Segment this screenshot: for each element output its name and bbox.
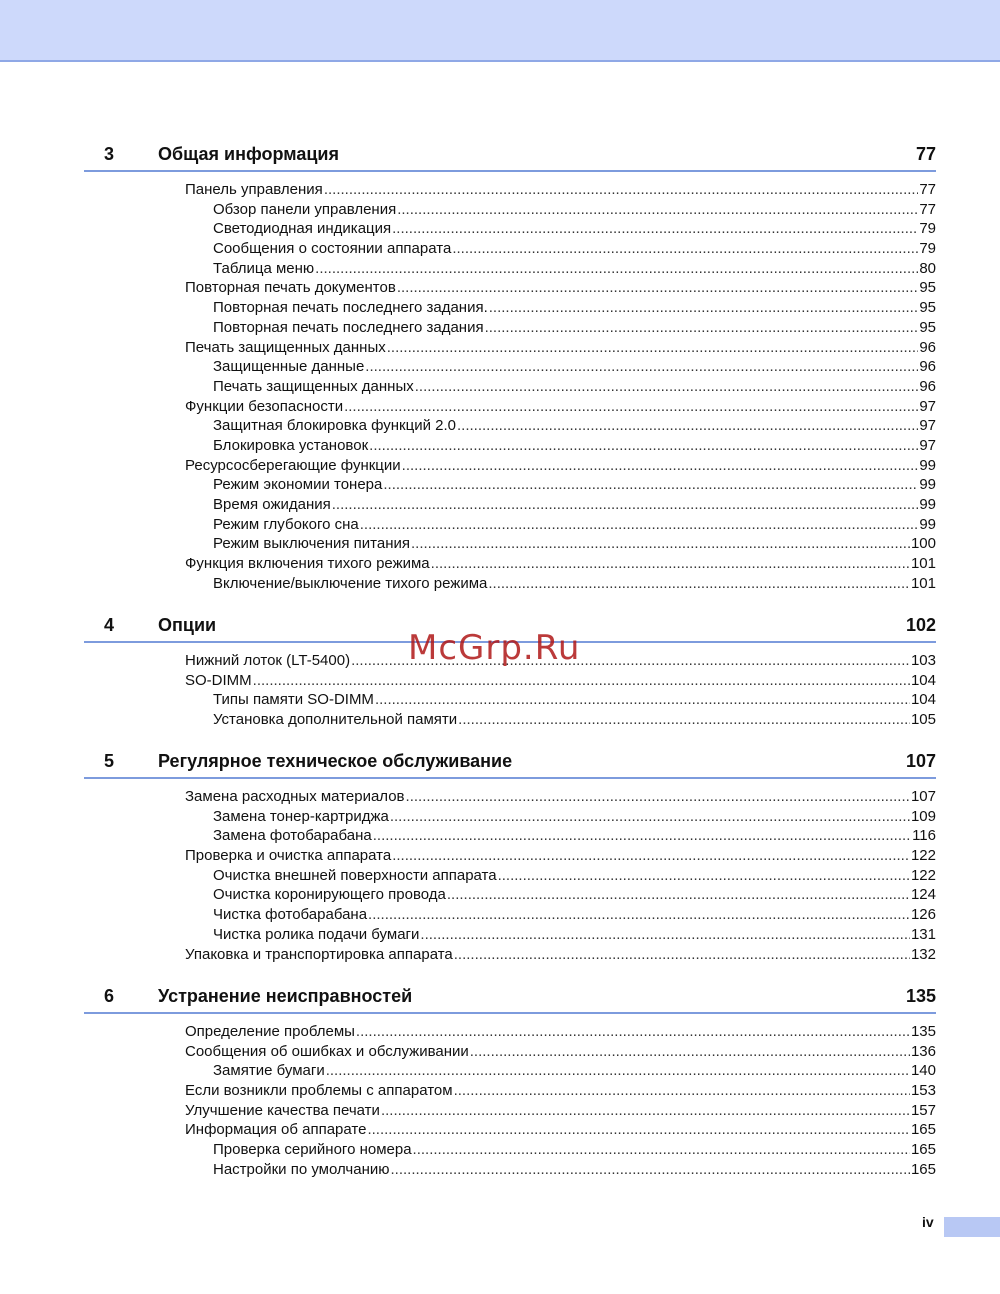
toc-entry[interactable]	[84, 1140, 936, 1160]
page-tab	[944, 1217, 1000, 1237]
toc-entry-page: 99	[919, 456, 936, 474]
dot-leader	[369, 436, 918, 456]
dot-leader	[387, 338, 919, 358]
dot-leader	[392, 219, 918, 239]
toc-entry-page: 100	[910, 535, 936, 553]
toc-entry-label: Сообщения об ошибках и обслуживании	[185, 1042, 469, 1060]
toc-entry-page: 103	[910, 652, 936, 669]
toc-entry-page: 77	[919, 181, 936, 198]
toc-entry-page: 101	[910, 555, 936, 573]
toc-entry[interactable]	[84, 475, 936, 495]
toc-entry-page: 96	[919, 377, 936, 395]
chapter-entries	[84, 1022, 936, 1180]
toc-entry-label: Проверка серийного номера	[213, 1141, 412, 1159]
toc-entry-page: 104	[910, 691, 936, 709]
toc-entry-page: 104	[910, 671, 936, 689]
chapter-heading	[84, 986, 936, 1014]
toc-entry-page: 116	[912, 827, 936, 845]
toc-entry-label: Повторная печать последнего задания.	[213, 299, 488, 317]
toc-entry-label: SO-DIMM	[185, 671, 252, 689]
toc-entry[interactable]	[84, 710, 936, 730]
toc-entry-label: Режим глубокого сна	[213, 515, 359, 533]
toc-entry-page: 165	[910, 1160, 936, 1178]
toc-entry-label: Функция включения тихого режима	[185, 555, 430, 573]
toc-entry[interactable]	[84, 397, 936, 417]
dot-leader	[344, 397, 918, 417]
toc-entry[interactable]	[84, 905, 936, 925]
dot-leader	[373, 826, 911, 846]
toc-entry[interactable]	[84, 436, 936, 456]
dot-leader	[332, 495, 919, 515]
toc-entry[interactable]	[84, 846, 936, 866]
toc-entry-page: 95	[919, 279, 936, 297]
toc-entry-page: 96	[919, 338, 936, 356]
dot-leader	[420, 925, 910, 945]
toc-entry-page: 153	[910, 1082, 936, 1100]
toc-entry[interactable]	[84, 554, 936, 574]
toc-entry-label: Повторная печать последнего задания	[213, 318, 484, 336]
chapter-number: 4	[104, 615, 115, 635]
toc-entry[interactable]	[84, 377, 936, 397]
dot-leader	[402, 456, 919, 476]
toc-entry[interactable]	[84, 239, 936, 259]
toc-entry[interactable]	[84, 495, 936, 515]
toc-entry-label: Проверка и очистка аппарата	[185, 847, 392, 865]
toc-entry-page: 165	[910, 1121, 936, 1139]
chapter-title: Устранение неисправностей	[158, 986, 413, 1006]
toc-entry-label: Если возникли проблемы с аппаратом	[185, 1082, 453, 1100]
toc-entry-page: 101	[910, 574, 936, 592]
dot-leader	[458, 710, 910, 730]
toc-entry-page: 132	[910, 945, 936, 963]
chapter-number: 6	[104, 986, 115, 1006]
dot-leader	[367, 1120, 910, 1140]
toc-entry[interactable]	[84, 787, 936, 807]
toc-entry-label: Повторная печать документов	[185, 279, 396, 297]
chapter-heading	[84, 751, 936, 779]
dot-leader	[431, 554, 910, 574]
chapter-heading	[84, 144, 936, 172]
dot-leader	[253, 671, 910, 691]
toc-entry[interactable]	[84, 357, 936, 377]
toc-entry-page: 97	[919, 436, 936, 454]
toc-entry-page: 126	[910, 906, 936, 924]
toc-entry-label: Таблица меню	[213, 259, 315, 277]
toc-entry-page: 107	[910, 788, 936, 805]
toc-entry-page: 105	[910, 711, 936, 729]
toc-entry-label: Замена расходных материалов	[185, 788, 405, 805]
toc-entry-page: 140	[910, 1062, 936, 1080]
toc-entry-label: Ресурсосберегающие функции	[185, 456, 401, 474]
toc-entry[interactable]	[84, 574, 936, 594]
chapter-entries	[84, 180, 936, 593]
toc-entry-page: 99	[919, 476, 936, 494]
toc-entry[interactable]	[84, 1081, 936, 1101]
chapter-page-number: 102	[905, 615, 936, 635]
toc-entry-page: 122	[910, 847, 936, 865]
toc-entry[interactable]	[84, 456, 936, 476]
toc-entry-page: 97	[919, 397, 936, 415]
toc-entry-label: Нижний лоток (LT-5400)	[185, 652, 351, 669]
dot-leader	[485, 318, 919, 338]
dot-leader	[356, 1022, 910, 1042]
toc-entry-label: Замена тонер-картриджа	[213, 807, 389, 825]
toc-entry[interactable]	[84, 278, 936, 298]
dot-leader	[392, 846, 910, 866]
toc-entry-page: 135	[910, 1023, 936, 1040]
dot-leader	[391, 1160, 910, 1180]
chapter-section	[84, 144, 936, 593]
toc-entry-page: 136	[910, 1042, 936, 1060]
toc-entry-page: 95	[919, 318, 936, 336]
toc-entry-page: 80	[919, 259, 936, 277]
toc-entry[interactable]	[84, 866, 936, 886]
toc-entry-label: Упаковка и транспортировка аппарата	[185, 945, 453, 963]
page-number: iv	[922, 1214, 934, 1230]
chapter-section	[84, 986, 936, 1180]
toc-entry[interactable]	[84, 690, 936, 710]
dot-leader	[447, 885, 910, 905]
header-band	[0, 0, 1000, 62]
toc-entry[interactable]	[84, 1042, 936, 1062]
dot-leader	[470, 1042, 910, 1062]
toc-entry-page: 95	[919, 299, 936, 317]
toc-entry-label: Информация об аппарате	[185, 1121, 367, 1139]
dot-leader	[454, 1081, 910, 1101]
toc-entry-page: 97	[919, 417, 936, 435]
toc-entry-label: Светодиодная индикация	[213, 220, 392, 238]
toc-entry-label: Панель управления	[185, 181, 323, 198]
toc-entry-page: 77	[919, 200, 936, 218]
chapter-page-number: 135	[905, 986, 936, 1006]
dot-leader	[452, 239, 918, 259]
toc-entry-page: 165	[910, 1141, 936, 1159]
toc-entry-label: Защитная блокировка функций 2.0	[213, 417, 456, 435]
toc-entry[interactable]	[84, 298, 936, 318]
dot-leader	[383, 475, 918, 495]
dot-leader	[375, 690, 910, 710]
toc-entry[interactable]	[84, 807, 936, 827]
toc-entry-page: 122	[910, 866, 936, 884]
dot-leader	[488, 574, 910, 594]
chapter-section	[84, 751, 936, 964]
toc-entry[interactable]	[84, 318, 936, 338]
chapter-title: Общая информация	[158, 144, 339, 164]
dot-leader	[326, 1061, 910, 1081]
dot-leader	[454, 945, 910, 965]
toc-entry-label: Режим выключения питания	[213, 535, 411, 553]
toc-entry-label: Типы памяти SO-DIMM	[213, 691, 374, 709]
toc-entry-label: Очистка внешней поверхности аппарата	[213, 866, 497, 884]
toc-entry-label: Время ожидания	[213, 496, 331, 513]
toc-entry-page: 99	[919, 496, 936, 513]
dot-leader	[397, 200, 918, 220]
toc-entry[interactable]	[84, 1160, 936, 1180]
toc-entry-label: Определение проблемы	[185, 1023, 355, 1040]
toc-entry[interactable]	[84, 1022, 936, 1042]
toc-entry-page: 124	[910, 886, 936, 904]
chapter-number: 3	[104, 144, 115, 164]
toc-entry[interactable]	[84, 219, 936, 239]
dot-leader	[489, 298, 919, 318]
toc-entry[interactable]	[84, 826, 936, 846]
toc-entry-page: 79	[919, 220, 936, 238]
toc-entry-label: Печать защищенных данных	[213, 377, 414, 395]
toc-entry-label: Защищенные данные	[213, 358, 365, 376]
toc-entry-label: Включение/выключение тихого режима	[213, 574, 488, 592]
dot-leader	[365, 357, 918, 377]
toc-entry-label: Блокировка установок	[213, 436, 369, 454]
toc-entry[interactable]	[84, 338, 936, 358]
chapter-title: Опции	[158, 615, 217, 635]
toc-entry[interactable]	[84, 200, 936, 220]
toc-entry-label: Обзор панели управления	[213, 200, 397, 218]
toc-entry[interactable]	[84, 534, 936, 554]
watermark: McGrp.Ru	[408, 628, 581, 668]
dot-leader	[390, 807, 910, 827]
toc-entry-page: 109	[910, 807, 936, 825]
dot-leader	[324, 180, 919, 200]
dot-leader	[381, 1101, 910, 1121]
toc-entry-label: Сообщения о состоянии аппарата	[213, 240, 452, 258]
dot-leader	[368, 905, 910, 925]
toc-entry[interactable]	[84, 259, 936, 279]
toc-entry-label: Режим экономии тонера	[213, 476, 383, 494]
toc-entry-label: Чистка ролика подачи бумаги	[213, 925, 420, 943]
toc-entry-label: Очистка коронирующего провода	[213, 886, 446, 904]
chapter-entries	[84, 787, 936, 964]
dot-leader	[360, 515, 919, 535]
dot-leader	[498, 866, 910, 886]
toc-entry-label: Улучшение качества печати	[185, 1101, 380, 1119]
toc-entry-page: 99	[919, 515, 936, 533]
toc-entry[interactable]	[84, 416, 936, 436]
dot-leader	[411, 534, 910, 554]
toc-entry-page: 96	[919, 358, 936, 376]
toc-entry-page: 131	[910, 925, 936, 943]
toc-entry[interactable]	[84, 925, 936, 945]
toc-entry-label: Установка дополнительной памяти	[213, 711, 458, 729]
dot-leader	[397, 278, 918, 298]
toc-entry-label: Замятие бумаги	[213, 1062, 325, 1080]
toc-entry-page: 79	[919, 240, 936, 258]
toc-entry[interactable]	[84, 885, 936, 905]
toc-entry-label: Замена фотобарабана	[213, 827, 372, 845]
toc-entry-label: Печать защищенных данных	[185, 338, 386, 356]
dot-leader	[406, 787, 910, 807]
toc-entry-label: Функции безопасности	[185, 397, 344, 415]
dot-leader	[457, 416, 918, 436]
toc-entry[interactable]	[84, 515, 936, 535]
dot-leader	[315, 259, 918, 279]
toc-entry[interactable]	[84, 1101, 936, 1121]
toc-entry[interactable]	[84, 945, 936, 965]
chapter-title: Регулярное техническое обслуживание	[158, 751, 513, 771]
toc-entry-label: Чистка фотобарабана	[213, 906, 368, 924]
toc-entry[interactable]	[84, 671, 936, 691]
dot-leader	[413, 1140, 910, 1160]
dot-leader	[415, 377, 919, 397]
toc-entry-page: 157	[910, 1101, 936, 1119]
toc-entry[interactable]	[84, 1120, 936, 1140]
chapter-page-number: 77	[915, 144, 936, 164]
chapter-page-number: 107	[905, 751, 936, 771]
toc-entry[interactable]	[84, 180, 936, 200]
toc-entry[interactable]	[84, 1061, 936, 1081]
toc-entry-label: Настройки по умолчанию	[213, 1160, 390, 1178]
chapter-number: 5	[104, 751, 115, 771]
